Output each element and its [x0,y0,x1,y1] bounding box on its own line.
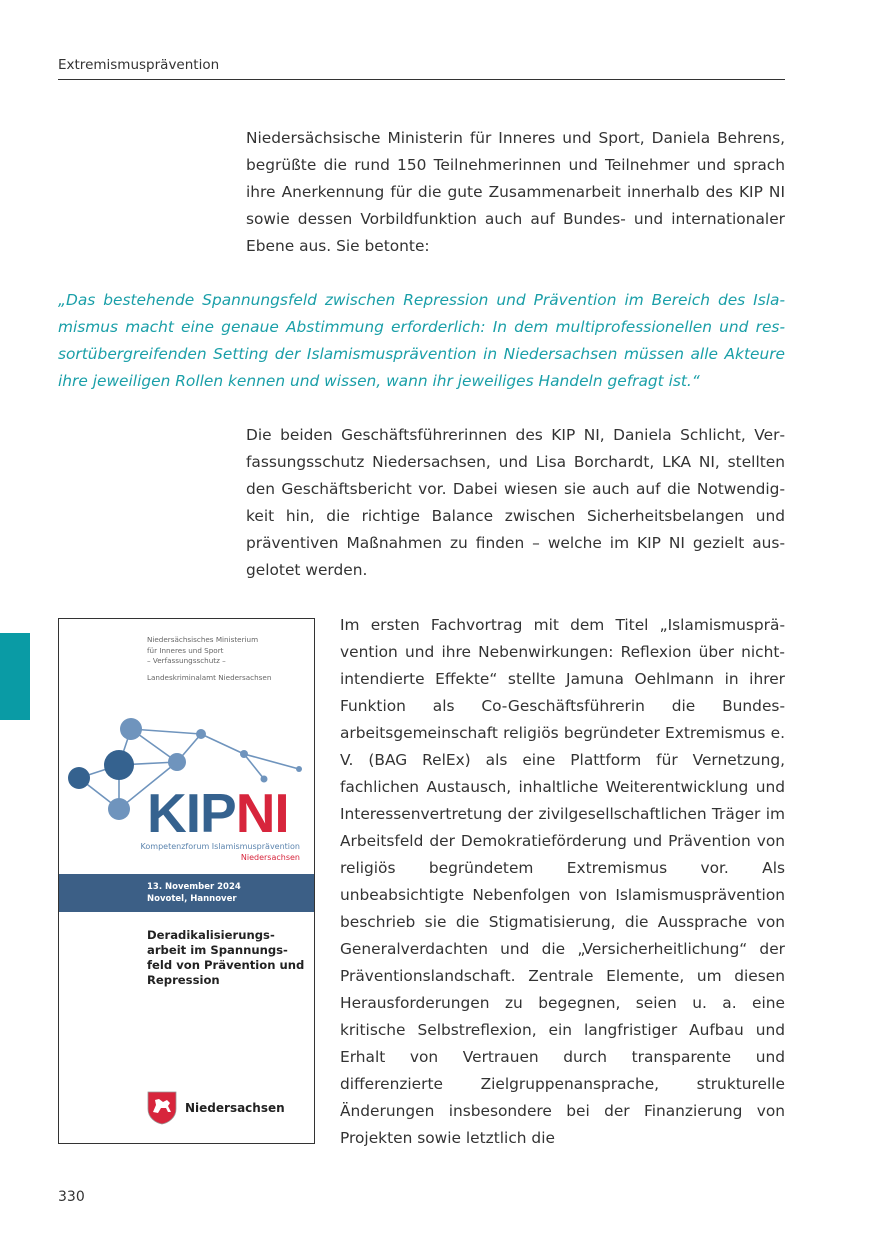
chapter-tab-marker [0,633,30,720]
kip-ni-logo-text [147,782,289,844]
cover-date-band [59,874,315,912]
cover-subtitle [141,841,300,863]
cover-state-logo [147,1091,315,1127]
lower-saxony-coat-of-arms-icon [147,1091,177,1125]
brochure-cover-image [58,618,315,1144]
cover-title: Deradikalisierungsarbeit im Spannungsfeld von Prävention und Repression [147,928,305,987]
cover-date: 13. November 2024 [147,882,241,892]
page-number: 330 [58,1189,85,1205]
paragraph-intro: Niedersächsische Ministerin für Inneres und Sport, Daniela Behrens, begrüßte die rund 150 Teilnehmerinnen und Teilnehmer und sprach ihre Anerkennung für die gute Zusammenarbeit innerhalb des KIP NI sowie dessen Vorbildfunktion auch auf Bundes- und internationaler Ebene aus. Sie betonte: [246,129,785,255]
logo-ni: NI [235,782,289,844]
quote: „Das bestehende Spannungsfeld zwischen Repression und Prävention im Bereich des Islamismus macht eine genaue Abstimmung erforderlich: In dem multiprofessionellen und ressortübergreifenden Setting der Islamismusprävention in Niedersachsen müssen alle Akteure ihre jeweiligen Rollen kennen und wissen, wann ihr jeweiliges Handeln gefragt ist.“ [58,291,785,390]
logo-kip: KIP [147,782,236,844]
cover-institution-line: – Verfassungsschutz – [147,656,226,665]
cover-subtitle-line: Niedersachsen [240,853,300,862]
header-rule [58,79,785,80]
cover-institution-line: für Inneres und Sport [147,645,224,655]
paragraph-lecture: Im ersten Fachvortrag mit dem Titel „Islamismusprävention und ihre Nebenwirkungen: Reflexion über nicht-intendierte Effekte“ stellte Jamuna Oehlmann in ihrer Funktion als Co-Geschäftsführerin die Bundesarbeitsgemeinschaft religiös begründeter Extremismus e. V. (BAG RelEx) als eine Plattform für Vernetzung, fachlichen Austausch, inhaltliche Weiterentwicklung und Interessenvertretung der zivilgesellschaftlichen Träger im Arbeitsfeld der Demokratieförderung und Prävention von religiös begründetem Extremismus vor. Als unbeabsichtigte Nebenfolgen von Islamismusprävention beschrieb sie die Stigmatisierung, die Aussprache von Generalverdachten und die „Versicherheitlichung“ der Präventionslandschaft. Zentrale Elemente, um diesen Herausforderungen zu begegnen, seien u. a. eine kritische Selbstreflexion, ein langfristiger Aufbau und Erhalt von Vertrauen durch transparente und differenzierte Zielgruppenansprache, strukturelle Änderungen insbesondere bei der Finanzierung von Projekten sowie letztlich die [340,616,785,1147]
cover-institution-line: Landeskriminalamt Niedersachsen [147,672,272,682]
running-header: Extremismusprävention [58,57,220,73]
paragraph-report: Die beiden Geschäftsführerinnen des KIP NI, Daniela Schlicht, Verfassungsschutz Niedersachsen, und Lisa Borchardt, LKA NI, stellten den Geschäftsbericht vor. Dabei wiesen sie auch auf die Notwendigkeit hin, die richtige Balance zwischen Sicherheitsbelangen und präventiven Maßnahmen zu finden – welche im KIP NI gezielt ausgelotet werden. [246,426,785,579]
cover-institution-line: Niedersächsisches Ministerium [147,635,259,644]
cover-subtitle-line: Kompetenzforum Islamismusprävention [140,842,300,851]
cover-venue: Novotel, Hannover [147,894,237,904]
cover-institutions [147,635,271,683]
cover-state-label: Niedersachsen [185,1101,285,1115]
